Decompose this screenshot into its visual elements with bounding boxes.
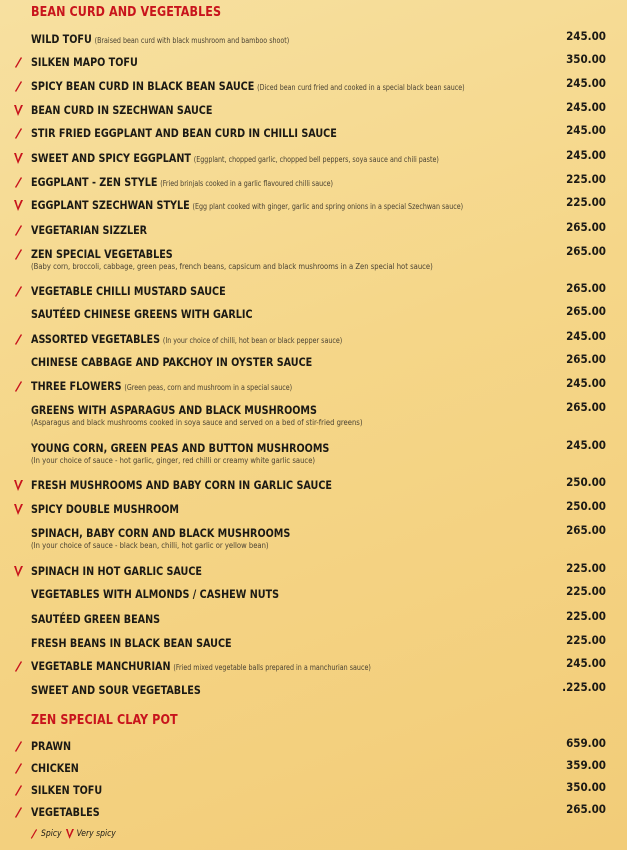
double-chilli-icon <box>13 199 23 211</box>
menu-item <box>0 102 627 118</box>
item-price: 245.00 <box>566 438 606 452</box>
item-price: 225.00 <box>566 172 606 186</box>
item-name: SPICY BEAN CURD IN BLACK BEAN SAUCE <box>31 79 255 93</box>
item-description: (Egg plant cooked with ginger, garlic and spring onions in a special Szechwan sauce) <box>192 202 464 211</box>
item-price: 245.00 <box>566 76 606 90</box>
item-price: 265.00 <box>566 244 606 258</box>
item-description: (Diced bean curd fried and cooked in a special black bean sauce) <box>257 83 465 92</box>
double-chilli-icon <box>13 104 23 116</box>
item-name-wrap <box>31 658 371 676</box>
item-name-wrap <box>31 586 279 602</box>
menu-item <box>0 54 627 70</box>
item-name-wrap <box>31 331 342 349</box>
item-description: (In your choice of sauce - black bean, chilli, hot garlic or yellow bean) <box>31 541 269 550</box>
menu-item <box>0 197 627 213</box>
menu-item <box>0 501 627 517</box>
item-name-wrap <box>31 31 289 49</box>
menu-item <box>0 682 627 698</box>
item-price: 245.00 <box>566 123 606 137</box>
item-name: THREE FLOWERS <box>31 379 122 393</box>
item-price: 225.00 <box>566 609 606 623</box>
item-name-wrap <box>31 283 226 299</box>
item-name-wrap <box>31 738 71 754</box>
item-price: 350.00 <box>566 52 606 66</box>
item-name: SAUTÉED GREEN BEANS <box>31 612 161 626</box>
item-name: ZEN SPECIAL VEGETABLES <box>31 247 173 261</box>
item-name-wrap <box>31 197 463 215</box>
item-name: GREENS WITH ASPARAGUS AND BLACK MUSHROOMS <box>31 403 317 417</box>
item-name-wrap <box>31 525 290 541</box>
chilli-icon <box>13 127 23 139</box>
chilli-icon <box>13 806 23 818</box>
item-name: PRAWN <box>31 739 72 753</box>
chilli-icon <box>13 740 23 752</box>
item-price: 225.00 <box>566 195 606 209</box>
section-title: ZEN SPECIAL CLAY POT <box>31 712 178 728</box>
item-name: ASSORTED VEGETABLES <box>31 332 161 346</box>
legend-spicy: Spicy <box>41 828 62 839</box>
item-price: 245.00 <box>566 329 606 343</box>
item-price: 265.00 <box>566 220 606 234</box>
item-name-wrap <box>31 402 317 418</box>
item-description: (Baby corn, broccoli, cabbage, green peas, french beans, capsicum and black mushrooms in a Zen special hot sauce) <box>31 262 433 271</box>
item-price: 265.00 <box>566 304 606 318</box>
menu-item <box>0 400 627 427</box>
item-description: (Green peas, corn and mushroom in a special sauce) <box>124 383 293 392</box>
menu-item <box>0 804 627 820</box>
menu-item <box>0 760 627 776</box>
item-price: 225.00 <box>566 633 606 647</box>
item-name-wrap <box>31 150 439 168</box>
item-description: (In your choice of chilli, hot bean or black pepper sauce) <box>162 336 343 345</box>
chilli-icon <box>13 224 23 236</box>
spice-legend <box>29 828 116 839</box>
menu-item <box>0 306 627 322</box>
item-name-wrap <box>31 477 332 493</box>
item-name: EGGPLANT - ZEN STYLE <box>31 175 158 189</box>
item-price: 265.00 <box>566 281 606 295</box>
item-price: 265.00 <box>566 400 606 414</box>
item-name-wrap <box>31 611 160 627</box>
menu-item <box>0 586 627 602</box>
item-name: SWEET AND SPICY EGGPLANT <box>31 151 191 165</box>
menu-item <box>0 523 627 550</box>
double-chilli-icon <box>13 503 23 515</box>
item-name-wrap <box>31 635 232 651</box>
menu-item <box>0 658 627 674</box>
menu-item <box>0 563 627 579</box>
chilli-icon <box>13 248 23 260</box>
item-price: 359.00 <box>566 758 606 772</box>
item-name-wrap <box>31 306 253 322</box>
menu-item <box>0 477 627 493</box>
item-name: SPINACH, BABY CORN AND BLACK MUSHROOMS <box>31 526 291 540</box>
item-name: EGGPLANT SZECHWAN STYLE <box>31 198 190 212</box>
item-description: (Eggplant, chopped garlic, chopped bell peppers, soya sauce and chili paste) <box>193 155 439 164</box>
double-chilli-icon <box>65 828 74 839</box>
item-price: 265.00 <box>566 523 606 537</box>
item-price: 265.00 <box>566 352 606 366</box>
menu-item <box>0 611 627 627</box>
item-name: FRESH MUSHROOMS AND BABY CORN IN GARLIC SAUCE <box>31 478 332 492</box>
double-chilli-icon <box>13 565 23 577</box>
legend-very-spicy: Very spicy <box>76 828 116 839</box>
menu-item <box>0 31 627 47</box>
item-name-wrap <box>31 174 333 192</box>
section-title: BEAN CURD AND VEGETABLES <box>31 4 222 20</box>
item-price: 245.00 <box>566 148 606 162</box>
item-name-wrap <box>31 501 179 517</box>
menu-item <box>0 244 627 271</box>
chilli-icon <box>29 828 38 839</box>
item-price: 245.00 <box>566 376 606 390</box>
item-name-wrap <box>31 222 147 238</box>
double-chilli-icon <box>13 152 23 164</box>
item-name: VEGETABLE CHILLI MUSTARD SAUCE <box>31 284 226 298</box>
item-price: 250.00 <box>566 499 606 513</box>
item-description: (Asparagus and black mushrooms cooked in soya sauce and served on a bed of stir-fried greens) <box>31 418 363 427</box>
menu-item <box>0 283 627 299</box>
item-name: CHINESE CABBAGE AND PAKCHOY IN OYSTER SAUCE <box>31 355 313 369</box>
item-name-wrap <box>31 78 465 96</box>
item-name-wrap <box>31 102 212 118</box>
item-price: .225.00 <box>562 680 606 694</box>
menu-item <box>0 738 627 754</box>
item-price: 350.00 <box>566 780 606 794</box>
item-name-wrap <box>31 354 312 370</box>
item-description: (Braised bean curd with black mushroom and bamboo shoot) <box>94 36 290 45</box>
item-name: SILKEN TOFU <box>31 783 103 797</box>
item-name-wrap <box>31 54 138 70</box>
item-name: SILKEN MAPO TOFU <box>31 55 138 69</box>
double-chilli-icon <box>13 479 23 491</box>
item-price: 659.00 <box>566 736 606 750</box>
chilli-icon <box>13 762 23 774</box>
item-price: 225.00 <box>566 584 606 598</box>
item-name: WILD TOFU <box>31 32 92 46</box>
item-name-wrap <box>31 682 201 698</box>
menu-item <box>0 378 627 394</box>
item-price: 265.00 <box>566 802 606 816</box>
menu-item <box>0 438 627 465</box>
item-name: SPINACH IN HOT GARLIC SAUCE <box>31 564 203 578</box>
menu-item <box>0 125 627 141</box>
item-name-wrap <box>31 440 329 456</box>
item-name-wrap <box>31 782 102 798</box>
menu-item <box>0 174 627 190</box>
item-name-wrap <box>31 563 202 579</box>
item-name: VEGETABLE MANCHURIAN <box>31 659 171 673</box>
item-name: VEGETABLES <box>31 805 100 819</box>
item-name: VEGETARIAN SIZZLER <box>31 223 148 237</box>
item-price: 245.00 <box>566 100 606 114</box>
menu-item <box>0 78 627 94</box>
item-name: SAUTÉED CHINESE GREENS WITH GARLIC <box>31 307 253 321</box>
chilli-icon <box>13 285 23 297</box>
item-name-wrap <box>31 378 292 396</box>
item-description: (Fried brinjals cooked in a garlic flavoured chilli sauce) <box>160 179 334 188</box>
chilli-icon <box>13 784 23 796</box>
item-name: FRESH BEANS IN BLACK BEAN SAUCE <box>31 636 232 650</box>
menu-item <box>0 222 627 238</box>
item-description: (In your choice of sauce - hot garlic, ginger, red chilli or creamy white garlic sauce) <box>31 456 316 465</box>
item-name-wrap <box>31 246 173 262</box>
menu-item <box>0 782 627 798</box>
item-price: 245.00 <box>566 656 606 670</box>
item-price: 225.00 <box>566 561 606 575</box>
menu-item <box>0 150 627 166</box>
item-description: (Fried mixed vegetable balls prepared in a manchurian sauce) <box>173 663 371 672</box>
item-name: YOUNG CORN, GREEN PEAS AND BUTTON MUSHROOMS <box>31 441 330 455</box>
chilli-icon <box>13 380 23 392</box>
item-price: 250.00 <box>566 475 606 489</box>
menu-item <box>0 331 627 347</box>
item-name-wrap <box>31 125 337 141</box>
item-name: BEAN CURD IN SZECHWAN SAUCE <box>31 103 213 117</box>
item-name-wrap <box>31 760 79 776</box>
chilli-icon <box>13 56 23 68</box>
item-price: 245.00 <box>566 29 606 43</box>
item-name: VEGETABLES WITH ALMONDS / CASHEW NUTS <box>31 587 280 601</box>
chilli-icon <box>13 176 23 188</box>
item-name: CHICKEN <box>31 761 79 775</box>
menu-item <box>0 635 627 651</box>
menu-item <box>0 354 627 370</box>
item-name: STIR FRIED EGGPLANT AND BEAN CURD IN CHILLI SAUCE <box>31 126 337 140</box>
item-name: SWEET AND SOUR VEGETABLES <box>31 683 201 697</box>
chilli-icon <box>13 333 23 345</box>
chilli-icon <box>13 80 23 92</box>
item-name: SPICY DOUBLE MUSHROOM <box>31 502 180 516</box>
item-name-wrap <box>31 804 100 820</box>
chilli-icon <box>13 660 23 672</box>
